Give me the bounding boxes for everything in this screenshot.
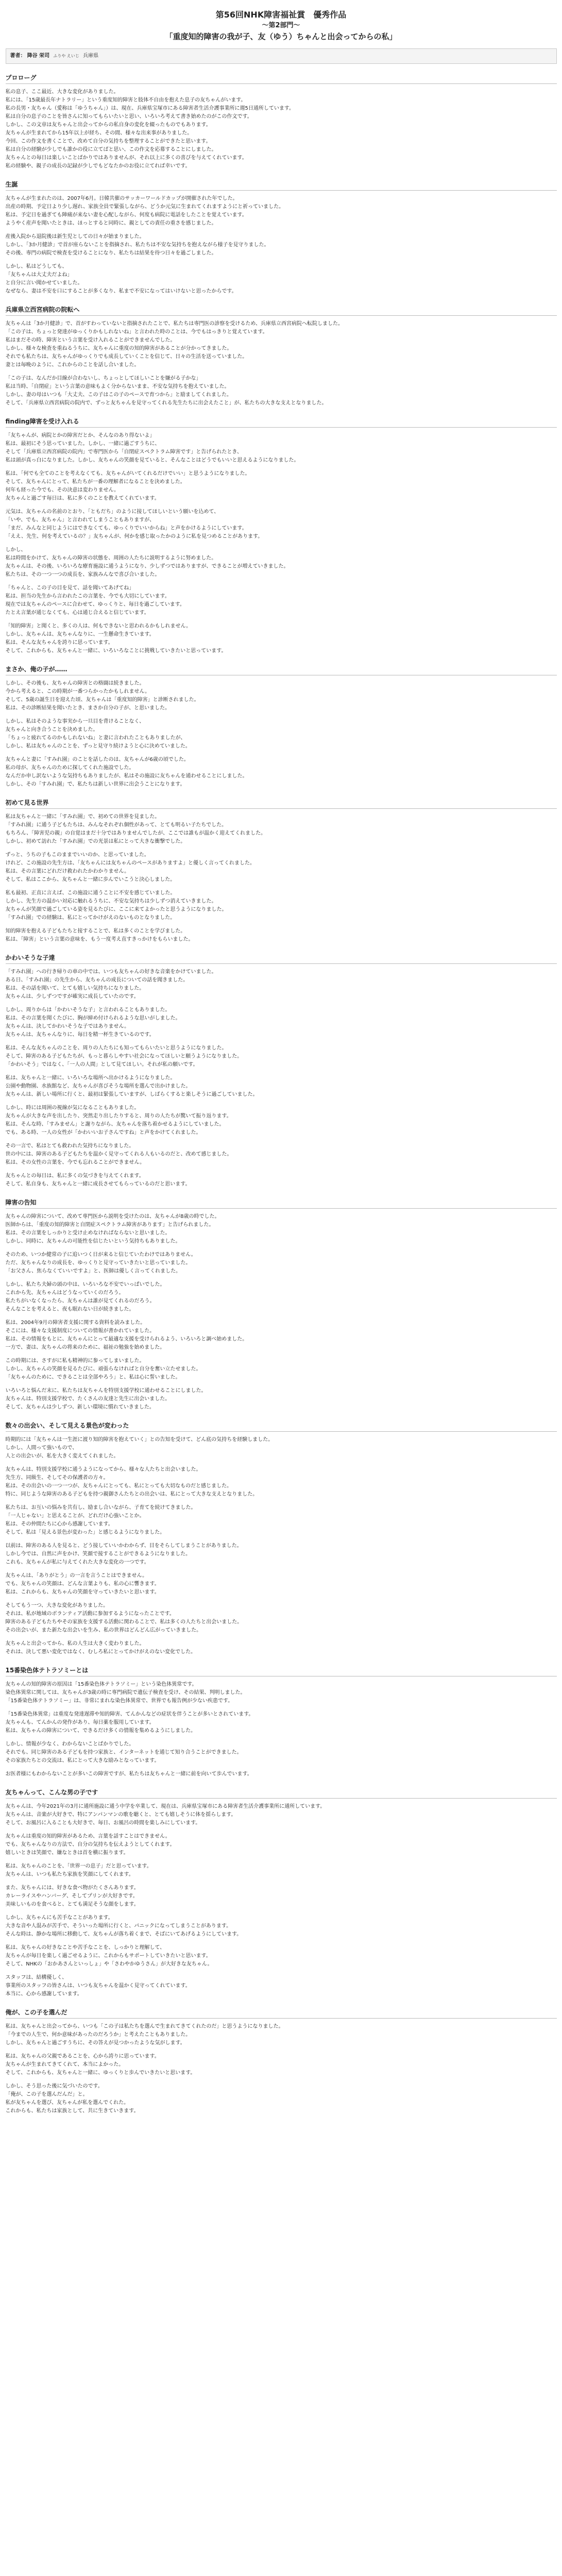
work-title: 「重度知的障害の我が子、友（ゆう）ちゃんと出会ってからの私」: [165, 32, 397, 41]
text-line: この時期には、さすがに私も精神的に参ってしまいました。: [5, 1358, 145, 1364]
text-line: それは、私が地域のボランティア活動に参加するようになったことです。: [5, 1611, 175, 1617]
paragraph: [6, 889, 557, 922]
text-line: 知的障害を抱える子どもたちと接することで、私は多くのことを学びました。: [5, 928, 186, 934]
text-line: しかし今では、自然に声をかけ、笑顔で接することができるようになりました。: [5, 1551, 191, 1557]
text-line: 私には、「15歳最長年ナトラリー」という重度知的障害と肢体不自由を抱えた息子の友ちゃんがいます。: [5, 97, 246, 103]
paragraph: [6, 1833, 557, 1857]
text-line: 私は、その情報をもとに、友ちゃんにとって最適な支援を受けられるよう、いろいろと調べ始めました。: [5, 1336, 248, 1342]
paragraph: [6, 1466, 557, 1499]
text-line: 「まだ、みんなと同じようにはできなくても、ゆっくりでいいからね」と声をかけるようにしています。: [5, 526, 247, 531]
text-line: 私はまだその時、障害という言葉を受け入れることができませんでした。: [5, 337, 176, 343]
text-line: 医師からは、「重度の知的障害と自閉症スペクトラム障害があります」と告げられました。: [5, 1222, 214, 1228]
text-line: 私は、その診断結果を聞いたとき、まさか自分の子が、と思いました。: [5, 705, 171, 711]
text-line: 友ちゃんが大きな声を出したり、突然走り出したりすると、周りの人たちが驚いて振り返ります。: [5, 1113, 232, 1119]
paragraph: [6, 1740, 557, 1765]
text-line: 「この子は、ちょっと発達がゆっくりかもしれないね」と言われた時のことは、今でもはっきりと覚えています。: [5, 329, 268, 335]
paragraph: [6, 622, 557, 655]
text-line: しかし、周りからは「かわいそうな子」と言われることもありました。: [5, 1007, 171, 1013]
text-line: 時期的には「友ちゃんは一生涯に渡り知的障害を抱えていく」との告知を受けて、どん底の気持ちを経験しました。: [5, 1437, 274, 1443]
text-line: しかし、私たち夫婦の頭の中は、いろいろな不安でいっぱいでした。: [5, 1282, 165, 1287]
text-line: 私は、その女性の言葉を、今でも忘れることができません。: [5, 1160, 145, 1165]
text-line: しかし、私は友ちゃんのことを、ずっと見守り続けようと心に決めていました。: [5, 743, 191, 749]
text-line: 「かわいそう」ではなく、「一人の人間」として見てほしい。それが私の願いです。: [5, 1062, 198, 1067]
author-info: [6, 48, 557, 64]
paragraph: [6, 1914, 557, 1939]
text-line: 「15番染色体異常」は重度な発達遅滞や知的障害、てんかんなどの症状を伴うことが多いとされています。: [5, 1711, 254, 1717]
text-line: 友ちゃんとの毎日は楽しいことばかりではありませんが、それ以上に多くの喜びを与えてくれています。: [5, 155, 247, 161]
section-title: 俺が、この子を選んだ: [6, 2008, 557, 2019]
paragraph: [6, 1640, 557, 1656]
paragraph: [6, 1281, 557, 1314]
text-line: 私は、担当の先生から言われたこの言葉を、今でも大切にしています。: [5, 594, 170, 599]
text-line: 友ちゃんと出会ってから、私の人生は大きく変わりました。: [5, 1641, 145, 1647]
paragraph: [6, 375, 557, 408]
text-line: そして、これからも、友ちゃんと一緒に、ゆっくりと歩んでいきたいと思います。: [5, 2070, 196, 2076]
text-line: 友ちゃんが毎日を楽しく過ごせるように、これからもサポートしていきたいと思います。: [5, 1953, 211, 1959]
text-line: そして、障害のある子どもたちが、もっと暮らしやすい社会になってほしいと願うようになりました。: [5, 1054, 243, 1059]
text-line: 妻とは毎晩のように、これからのことを話し合いました。: [5, 362, 140, 368]
text-line: しかし、その「すみれ園」で、私たちは新しい世界に出会うことになります。: [5, 782, 185, 787]
paragraph: [6, 1436, 557, 1461]
text-line: 私は、その言葉をしっかりと受け止めなければならないと思いました。: [5, 1230, 171, 1236]
text-line: 大きな音や人混みが苦手で、そういった場所に行くと、パニックになってしまうことがあります。: [5, 1923, 232, 1929]
paragraph: [6, 1142, 557, 1167]
section: [6, 1788, 557, 1998]
author-label: 著者：: [10, 53, 26, 59]
text-line: しかし、妻の母はいつも「大丈夫、この子はこの子のペースで育つから」と励ましてくれました。: [5, 392, 232, 398]
text-line: 私は、2004年9月の障害者支援に関する資料を読みました。: [5, 1320, 146, 1326]
text-line: 友ちゃんも、てんかんの発作があり、毎日薬を服用しています。: [5, 1720, 155, 1725]
text-line: 「すみれ園」への行き帰りの車の中では、いつも友ちゃんの好きな音楽をかけていました。: [5, 969, 217, 975]
paragraph: [6, 1044, 557, 1069]
text-line: 友ちゃんは、いつも私たち家族を笑顔にしてくれます。: [5, 1872, 134, 1877]
text-line: スタッフは、結構優しく、: [5, 1975, 67, 1980]
text-line: 事業所のスタッフの皆さんは、いつも友ちゃんを温かく見守ってくれています。: [5, 1983, 191, 1989]
text-line: 友ちゃんが生まれたのは、2007年6月。日韓共催のサッカーワールドカップが開催された年でした。: [5, 196, 238, 201]
text-line: けれど、この施設の先生方は、「友ちゃんには友ちゃんのペースがありますよ」と優しく言ってくれました。: [5, 860, 255, 866]
text-line: しかし、先生方の温かい対応に触れるうちに、不安な気持ちは少しずつ消えていきました。: [5, 899, 217, 904]
document-page: [6, 0, 557, 2115]
section-title: 15番染色体テトラソミーとは: [6, 1666, 557, 1676]
paragraph: [6, 263, 557, 296]
text-line: 「知的障害」と聞くと、多くの人は、何もできないと思われるかもしれません。: [5, 623, 192, 629]
text-line: と自分に言い聞かせていました。: [5, 280, 83, 286]
text-line: ずっと、うちの子もこのままでいいのか、と思っていました。: [5, 852, 149, 858]
text-line: 何年も経った今でも、その決意は変わりません。: [5, 487, 120, 493]
text-line: 私は時間をかけて、友ちゃんの障害の状態を、周囲の人たちに説明するように努めました。: [5, 555, 217, 561]
paragraph: [6, 1006, 557, 1039]
text-line: 私が友ちゃんを選び、友ちゃんが私を選んでくれた。: [5, 2100, 129, 2106]
text-line: 友ちゃんとの毎日は、私に多くの気づきを与えてくれます。: [5, 1173, 144, 1179]
text-line: 私は、これからも、友ちゃんの笑顔を守っていきたいと思います。: [5, 1589, 160, 1595]
text-line: しかし、この文章は友ちゃんと出会ってからの私自身の変化を綴ったものでもあります。: [5, 122, 211, 128]
text-line: しかし、友ちゃんは、友ちゃんなりに、一生懸命生きています。: [5, 632, 155, 637]
text-line: 私たちは、お互いの悩みを共有し、励まし合いながら、子育てを続けてきました。: [5, 1505, 196, 1511]
paragraph: [6, 546, 557, 579]
text-line: 「いや、でも、友ちゃん」と言われてしまうこともありますが、: [5, 517, 155, 523]
text-line: ただ、友ちゃんなりの成長を、ゆっくりと見守っていきたいと思っていました。: [5, 1260, 191, 1266]
paragraph: [6, 2082, 557, 2115]
text-line: でも、友ちゃんの笑顔は、どんな言葉よりも、私の心に響きます。: [5, 1581, 160, 1587]
text-line: 私の長男・友ちゃん（愛称は「ゆうちゃん」）は、現在、兵庫県宝塚市にある障害者生活介護事業所に週5日通所しています。: [5, 106, 295, 111]
paragraph: [6, 470, 557, 503]
paragraph: [6, 1974, 557, 1998]
text-line: 公園や動物園、水族館など、友ちゃんが喜びそうな場所を選んで出かけました。: [5, 1083, 191, 1089]
paragraph: [6, 320, 557, 369]
text-line: 私も最初、正直に言えば、この施設に通うことに不安を感じていました。: [5, 890, 176, 896]
text-line: 私たちがいなくなったら、友ちゃんは誰が見てくれるのだろう。: [5, 1298, 155, 1304]
text-line: 人との出会いが、私を大きく変えてくれました。: [5, 1453, 119, 1459]
text-line: 友ちゃんは、特別支援学校に通うようになってから、様々な人たちと出会いました。: [5, 1467, 201, 1472]
text-line: 私は、友ちゃんの好きなことや苦手なことを、しっかりと理解して、: [5, 1945, 165, 1951]
text-line: 友ちゃんは、新しい場所に行くと、最初は緊張していますが、しばらくすると楽しそうに過ごしていました。: [5, 1092, 258, 1097]
paragraph: [6, 1251, 557, 1276]
text-line: そして、「兵庫県立西宮病院の院内で、ずっと友ちゃんを見守ってくれる先生たちに出会えたこと」が、私たちの大きな支えとなりました。: [5, 400, 327, 406]
text-line: 本当に、心から感謝しています。: [5, 1991, 82, 1997]
paragraph: [6, 851, 557, 884]
text-line: 友ちゃんは重度の知的障害があるため、言葉を話すことはできません。: [5, 1834, 171, 1839]
text-line: ようやく産声を聞いたときは、ほっとすると同時に、親としての責任の重さを感じました。: [5, 221, 217, 226]
text-line: 嬉しいときは笑顔で、嫌なときは首を横に振ります。: [5, 1850, 129, 1856]
text-line: しかし、: [5, 547, 26, 553]
text-line: 「今までの人生で、何か意味があったのだろうか」と考えたこともありました。: [5, 2032, 191, 2038]
text-line: 私は頭が真っ白になりました。しかし、友ちゃんの笑顔を見ていると、そんなことはどうでもいいと思えるようになりました。: [5, 457, 299, 463]
text-line: 「ちゃんと、この子の目を見て、話を聞いてあげてね」: [5, 585, 134, 591]
text-line: しかし、友ちゃんにも苦手なことがあります。: [5, 1915, 113, 1921]
text-line: でも、ある時、一人の女性が「かわいいお子さんですね」と声をかけてくれました。: [5, 1130, 201, 1136]
text-line: そして、お風呂に入ることも大好きで、毎日、お風呂の時間を楽しみにしています。: [5, 1820, 201, 1826]
section: [6, 1666, 557, 1778]
text-line: しかし、私はそのような事実から一旦目を背けることなく、: [5, 719, 145, 724]
text-line: 今から考えると、この時期が一番つらかったかもしれません。: [5, 689, 150, 694]
text-line: 友ちゃんの知的障害の原因は「15番染色体テトラソミー」という染色体異常です。: [5, 1682, 197, 1687]
text-line: 私は自分の経験が少しでも誰かの役に立てばと思い、この作文を応募することにしました。: [5, 147, 217, 152]
text-line: 「15番染色体テトラソミー」は、非常にまれな染色体異常で、世界でも報告例が少ない疾患です。: [5, 1698, 233, 1704]
text-line: 私は友ちゃんと一緒に「すみれ園」で、初めての世界を見ました。: [5, 814, 160, 820]
author-location: 兵庫県: [83, 53, 99, 59]
text-line: 私は、そんな時、「すみません」と謝りながら、友ちゃんを落ち着かせるようにしていました。: [5, 1122, 225, 1127]
text-line: 先生方、同級生、そしてその保護者の方々。: [5, 1475, 109, 1481]
section: [6, 798, 557, 944]
section: [6, 73, 557, 171]
text-line: 私の息子、ここ最近、大きな変化がありました。: [5, 89, 119, 95]
text-line: 私は、そんな友ちゃんを誇りに思っています。: [5, 640, 113, 646]
paragraph: [6, 584, 557, 617]
text-line: 「お父さん、焦らなくていいですよ」と、医師は優しく言ってくれました。: [5, 1268, 181, 1274]
text-line: 私は、「何でも全てのことを考えなくても、友ちゃんがいてくれるだけでいい」と思うようになりました。: [5, 471, 250, 477]
text-line: 友ちゃんは、決してかわいそうな子ではありません。: [5, 1024, 130, 1029]
text-line: 友ちゃんは、友ちゃんなりに、毎日を精一杯生きているのです。: [5, 1032, 155, 1038]
paragraph: [6, 718, 557, 751]
text-line: 「この子は、なんだか目線が合わないし、ちょっとしてほしいことを嫌がる子かな」: [5, 376, 201, 381]
text-line: しかし、友ちゃんの笑顔を見るたびに、頑張らなければと自分を奮い立たせました。: [5, 1366, 201, 1372]
text-line: 友ちゃんは、特別支援学校で、たくさんの友達と先生に出会いました。: [5, 1396, 171, 1402]
text-line: しかし、そう思った後に気づいたのです。: [5, 2083, 103, 2089]
text-line: これも、友ちゃんが私に与えてくれた大きな変化の一つです。: [5, 1560, 149, 1565]
text-line: その一言で、私はとても救われた気持ちになりました。: [5, 1143, 134, 1149]
text-line: 「友ちゃんのために、できることは全部やろう」と、私は心に誓いました。: [5, 1375, 181, 1380]
paragraph: [6, 1602, 557, 1635]
text-line: カレーライスやハンバーグ、そしてプリンが大好きです。: [5, 1893, 138, 1899]
section-title: finding障害を受け入れる: [6, 417, 557, 428]
text-line: 私は、友ちゃんの父親であることを、心から誇りに思っています。: [5, 2054, 160, 2059]
text-line: しかし、初めて訪れた「すみれ園」での光景は私にとって大きな衝撃でした。: [5, 839, 186, 844]
text-line: 友ちゃんが笑顔で過ごしている姿を見るたびに、ここに来てよかったと思うようになりました。: [5, 907, 227, 912]
paragraph: [6, 508, 557, 541]
text-line: そんなことを考えると、夜も眠れない日が続きました。: [5, 1307, 134, 1312]
text-line: そして、これからも、友ちゃんと一緒に、いろいろなことに挑戦していきたいと思っています。: [5, 648, 227, 654]
text-line: その家族たちとの交流は、私にとって大きな励みとなっています。: [5, 1758, 160, 1764]
text-line: 友ちゃんは、音楽が大好きで、特にアンパンマンの歌を聴くと、とても嬉しそうに体を揺らします。: [5, 1812, 236, 1818]
text-line: そして「兵庫県立西宮病院の院内」で専門医から「自閉症スペクトラム障害です」と告げられたとき、: [5, 449, 242, 455]
text-line: 世の中には、障害のある子どもたちを温かく見守ってくれる人もいるのだと、改めて感じました。: [5, 1151, 232, 1157]
text-line: しかし、情報が少なく、わからないことばかりでした。: [5, 1741, 134, 1747]
text-line: 「すみれ園」での経験は、私にとってかけがえのないものとなりました。: [5, 915, 176, 921]
text-line: 友ちゃんは、今年2021年の3月に通所施設に通う中学を卒業して、現在は、兵庫県宝塚市にある障害者生活介護事業所に通所しています。: [5, 1804, 326, 1809]
text-line: 私は、友ちゃんのことを、「世界一の息子」だと思っています。: [5, 1863, 152, 1869]
section-title: 障害の告知: [6, 1198, 557, 1209]
paragraph: [6, 1803, 557, 1827]
text-line: 友ちゃんは「3か月健診」で、首がすわっていないと指摘されたことで、私たちは専門医の診察を受けるため、兵庫県立西宮病院へ転院しました。: [5, 321, 343, 327]
text-line: 友ちゃんが生まれてから15年以上が経ち、その間、様々な出来事がありました。: [5, 130, 193, 136]
text-line: 私は自分の息子のことを皆さんに知ってもらいたいと思い、いろいろ考えて書き始めたのがこの作文です。: [5, 114, 252, 120]
text-line: 現在では友ちゃんのペースに合わせて、ゆっくりと、毎日を過ごしています。: [5, 602, 185, 607]
text-line: 一方で、妻は、友ちゃんの将来のために、福祉の勉強を始めました。: [5, 1345, 165, 1350]
text-line: その出会いが、また新たな出会いを生み、私の世界はどんどん広がっていきました。: [5, 1628, 202, 1633]
section-title: まさか、俺の子が……: [6, 665, 557, 675]
text-line: もちろん、「障害児の親」の自覚はまだ十分ではありませんでしたが、ここでは誰もが温かく迎えてくれました。: [5, 831, 266, 836]
text-line: 友ちゃんと過ごす毎日は、私に多くのことを教えてくれています。: [5, 496, 160, 501]
paragraph: [6, 1710, 557, 1735]
paragraph: [6, 1074, 557, 1099]
paragraph: [6, 1572, 557, 1597]
text-line: そして、私自身も、友ちゃんと一緒に成長させてもらっているのだと思います。: [5, 1181, 191, 1187]
text-line: 私の母が、友ちゃんのために探してくれた施設でした。: [5, 765, 134, 771]
text-line: 私は、友ちゃんの障害について、できるだけ多くの情報を集めるようにしました。: [5, 1728, 196, 1734]
text-line: そして、私はここから、友ちゃんと一緒に歩んでいこうと決心しました。: [5, 877, 176, 883]
text-line: しかし、様々な検査を重ねるうちに、友ちゃんに重度の知的障害があることが分かってきました。: [5, 346, 232, 351]
paragraph: [6, 756, 557, 789]
text-line: いろいろと悩んだ末に、私たちは友ちゃんを特別支援学校に通わせることにしました。: [5, 1388, 207, 1394]
paragraph: [6, 1542, 557, 1567]
text-line: それでも、同じ障害のある子どもを持つ家族と、インターネットを通じて知り合うことができました。: [5, 1750, 242, 1755]
text-line: 美味しいものを食べると、とても満足そうな顔をします。: [5, 1902, 139, 1907]
text-line: 私は、予定日を過ぎても陣痛が来ない妻を心配しながら、何度も病院に電話をしたことを覚えています。: [5, 212, 247, 218]
text-line: でも、友ちゃんなりの方法で、自分の気持ちを伝えようとしてくれます。: [5, 1842, 175, 1848]
text-line: そして、友ちゃんにとって、私たちが一番の理解者になることを決めました。: [5, 479, 185, 485]
text-line: しかし、その後も、友ちゃんの障害との格闘は続きました。: [5, 681, 145, 686]
section: [6, 180, 557, 296]
text-line: そんな時は、静かな場所に移動して、友ちゃんが落ち着くまで、そばにいてあげるようにしています。: [5, 1931, 242, 1937]
text-line: 私は、最初にそう思っていました。しかし、一緒に過ごすうちに、: [5, 441, 160, 447]
section-title: 初めて見る世界: [6, 798, 557, 809]
text-line: 友ちゃんが生まれてきてくれて、本当によかった。: [5, 2062, 124, 2067]
text-line: そしてもう一つ、大きな変化がありました。: [5, 1603, 109, 1608]
section-title: 兵庫県立西宮病院の院転へ: [6, 305, 557, 316]
text-line: 「友ちゃんは大丈夫だよね」: [5, 272, 73, 278]
text-line: 「友ちゃんが、病院とかの障害だとか、そんなのあり得ないよ」: [5, 433, 155, 438]
paragraph: [6, 233, 557, 258]
text-line: 友ちゃんは、「ありがとう」の一言を言うことはできません。: [5, 1573, 148, 1579]
text-line: 今回、この作文を書くことで、改めて自分の気持ちを整理することができたと思います。: [5, 139, 211, 144]
author-reading: ふりや えいじ: [53, 54, 79, 58]
paragraph: [6, 1770, 557, 1778]
text-line: 私は当時、「自閉症」という言葉の意味もよく分からないまま、不安な気持ちを抱えていました。: [5, 384, 230, 389]
text-line: 特に、同じような障害のある子どもを持つ親御さんたちとの出会いは、私にとって大きな支えとなりました。: [5, 1492, 258, 1497]
paragraph: [6, 2053, 557, 2077]
text-line: しかし、私はどうしても、: [5, 264, 67, 269]
text-line: 私は、その言葉にどれだけ救われたかわかりません。: [5, 869, 130, 874]
text-line: そして、5歳の誕生日を迎えた頃、友ちゃんは「重度知的障害」と診断されました。: [5, 697, 199, 703]
section-title: 数々の出会い、そして見える景色が変わった: [6, 1421, 557, 1432]
paragraph: [6, 1319, 557, 1352]
text-line: これから先、友ちゃんはどうなっていくのだろう。: [5, 1290, 124, 1296]
paragraph: [6, 1213, 557, 1246]
text-line: 以前は、障害のある人を見ると、どう接していいかわからず、目をそらしてしまうことがありました。: [5, 1543, 242, 1549]
text-line: 産後入院から退院後は新生児としての日々が始まりました。: [5, 234, 145, 240]
text-line: 「一人じゃない」と思えることが、どれだけ心強いことか。: [5, 1513, 145, 1519]
section: [6, 2008, 557, 2115]
text-line: 私は、「障害」という言葉の意味を、もう一度考え直すきっかけをもらいました。: [5, 937, 194, 942]
text-line: そして、私は「見える景色が変わった」と感じるようになりました。: [5, 1530, 165, 1535]
text-line: 私は、その話を聞いて、とても嬉しい気持ちになりました。: [5, 986, 145, 991]
text-line: ある日、「すみれ園」の先生から、友ちゃんの成長についての話を聞きました。: [5, 977, 189, 983]
paragraph: [6, 1944, 557, 1969]
paragraph: [6, 1862, 557, 1879]
text-line: そして、NHKの「おかあさんといっしょ」や「さわやかゆうさん」が大好きな友ちゃん。: [5, 1961, 213, 1967]
text-line: しかし、同時に、友ちゃんの可能性を信じたいという気持ちもありました。: [5, 1239, 181, 1244]
text-line: 私は、そんな友ちゃんのことを、周りの人たちにも知ってもらいたいと思うようになりました。: [5, 1045, 227, 1051]
paragraph: [6, 1172, 557, 1189]
paragraph: [6, 1504, 557, 1537]
paragraph: [6, 1357, 557, 1382]
text-line: 友ちゃんと妻に「すみれ園」のことを話したのは、友ちゃんが6歳の頃でした。: [5, 757, 189, 762]
paragraph: [6, 2023, 557, 2047]
text-line: 友ちゃんの障害について、改めて専門医から説明を受けたのは、友ちゃんが8歳の時でした。: [5, 1214, 220, 1219]
text-line: しかし、「3か月健診」で首が座らないことを指摘され、私たちは不安な気持ちを抱えながら様子を見守りました。: [5, 242, 269, 248]
text-line: なんだか申し訳ないような気持ちもありましたが、私はその施設に友ちゃんを通わせることにしました。: [5, 773, 248, 779]
text-line: 「すみれ園」に通う子どもたちは、みんなそれぞれ個性があって、とても明るい子たちでした。: [5, 822, 227, 828]
paragraph: [6, 927, 557, 944]
text-line: また、友ちゃんには、好きな食べ物がたくさんあります。: [5, 1885, 139, 1891]
text-line: 私は、友ちゃんと出会ってから、いつも「この子は私たちを選んで生まれてきてくれたのだ」と思うようになりました。: [5, 2024, 284, 2029]
text-line: 私は、友ちゃんと一緒に、いろいろな場所へ出かけるようになりました。: [5, 1075, 176, 1081]
text-line: 私たちは、その一つ一つの成長を、家族みんなで喜び合いました。: [5, 572, 160, 578]
text-line: 友ちゃんと向き合うことを決めました。: [5, 727, 98, 733]
text-line: 私は、その仲間たちに心から感謝しています。: [5, 1521, 113, 1527]
section: [6, 417, 557, 655]
text-line: その後、専門の病院で検査を受けることになり、私たちは結果を待つ日々を過ごしました。: [5, 250, 217, 256]
text-line: そして、友ちゃんは少しずつ、新しい環境に慣れていきました。: [5, 1404, 155, 1410]
section: [6, 665, 557, 789]
paragraph: [6, 195, 557, 228]
text-line: 友ちゃんは、少しずつですが確実に成長していたのです。: [5, 994, 139, 999]
section: [6, 1421, 557, 1656]
text-line: これからも、私たちは家族として、共に生きていきます。: [5, 2108, 139, 2114]
text-line: 「俺が、この子を選んだんだ」と。: [5, 2092, 88, 2097]
paragraph: [6, 1104, 557, 1137]
section-title: 友ちゃんって、こんな男の子です: [6, 1788, 557, 1799]
text-line: しかし、人間って強いもので、: [5, 1445, 78, 1451]
paragraph: [6, 432, 557, 465]
section-title: 生誕: [6, 180, 557, 191]
section: [6, 953, 557, 1189]
paragraph: [6, 968, 557, 1001]
text-line: 「ちょっと疲れてるのかもしれないね」と妻に言われたこともありましたが、: [5, 735, 186, 741]
award-title: 第56回NHK障害福祉賞 優秀作品: [215, 10, 347, 20]
section: [6, 1198, 557, 1412]
text-line: 元気は、友ちゃんの名前のとおり、「ともだち」のように接してほしいという願いを込めて、: [5, 509, 219, 515]
author-name: 降谷 栄司: [27, 53, 50, 59]
text-line: 染色体異常に関しては、友ちゃんが3歳の時に専門病院で遺伝子検査を受け、その結果、判明しました。: [5, 1690, 246, 1696]
paragraph: [6, 680, 557, 713]
paragraph: [6, 1387, 557, 1412]
section-title: プロローグ: [6, 73, 557, 84]
text-line: 私は、その出会いの一つ一つが、友ちゃんにとっても、私にとっても大切なものだと感じました。: [5, 1483, 232, 1489]
text-line: しかし、友ちゃんと過ごすうちに、その答えが見つかったような気がします。: [5, 2040, 185, 2046]
paragraph: [6, 1681, 557, 1705]
paragraph: [6, 1884, 557, 1909]
text-line: 「ええ、先生、何を考えているの？」友ちゃんが、何かを感じ取ったかのように私を見つめることがあります。: [5, 534, 263, 539]
award-subtitle: ～第2部門～: [262, 22, 300, 29]
text-line: 友ちゃんは、その後、いろいろな療育施設に通うようになり、少しずつではありますが、できることが増えていきました。: [5, 564, 289, 569]
text-line: たとえ言葉が通じなくても、心は通じ合えると信じています。: [5, 610, 149, 616]
text-line: それでも私たちは、友ちゃんがゆっくりでも成長していくことを信じて、日々の生活を送っていました。: [5, 354, 248, 360]
text-line: 私は、その言葉を聞くたびに、胸が締め付けられるような思いがしました。: [5, 1015, 181, 1021]
section: [6, 305, 557, 408]
text-line: そこには、様々な支援制度についての情報が書かれていました。: [5, 1328, 155, 1334]
section-title: かわいそうな子達: [6, 953, 557, 964]
text-line: お医者様にもわからないことが多いこの障害ですが、私たちは友ちゃんと一緒に前を向いて歩んでいます。: [5, 1771, 252, 1777]
text-line: それは、決して悪い変化ではなく、むしろ私にとってかけがえのない変化でした。: [5, 1649, 196, 1655]
paragraph: [6, 88, 557, 171]
paragraph: [6, 813, 557, 846]
text-line: 私の経験や、親子の成長の記録が少しでもどなたかのお役に立てれば幸いです。: [5, 163, 191, 169]
text-line: 出産の時期、予定日より少し遅れ、家族全員で緊張しながら、どうか元気に生まれてくれますようにと祈っていました。: [5, 204, 284, 210]
document-body: [6, 73, 557, 2115]
text-line: そのため、いつか健常の子に追いつく日が来ると信じていたわけではありません。: [5, 1252, 196, 1258]
text-line: しかし、時には周囲の視線が気になることもありました。: [5, 1105, 140, 1111]
text-line: 障害のある子どもたちやその家族を支援する活動に関わることで、私は多くの人たちと出会いました。: [5, 1619, 243, 1625]
text-line: なぜなら、妻は不安を口にすることが多くなり、私まで不安になってはいけないと思ったからです。: [5, 289, 237, 294]
